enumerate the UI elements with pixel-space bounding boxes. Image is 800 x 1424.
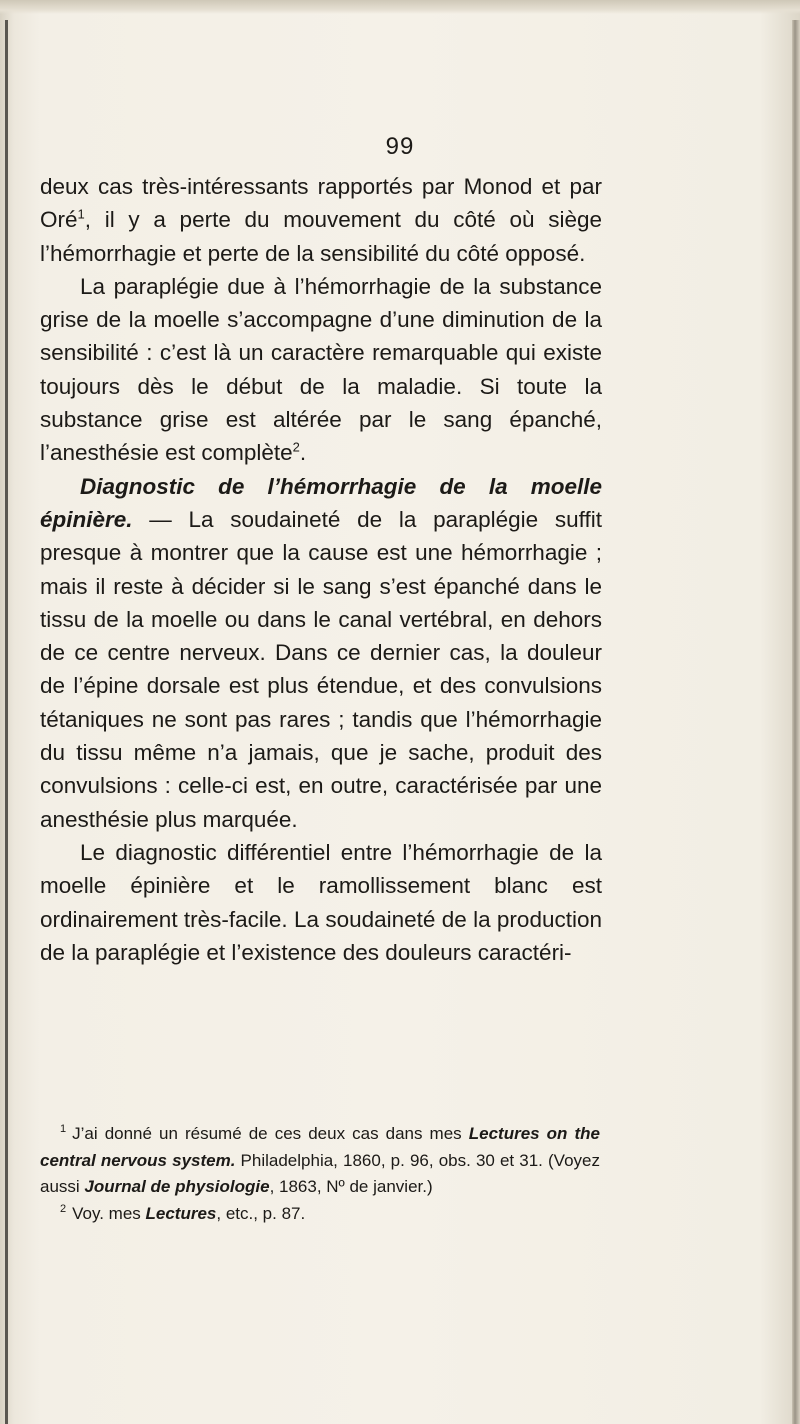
footnote-1-mark: 1	[60, 1123, 67, 1136]
page-top-edge	[0, 0, 800, 14]
footnote-1	[40, 1121, 600, 1201]
paragraph-1	[40, 170, 602, 270]
footnote-1-journal-title: Journal de physiologie	[84, 1177, 270, 1196]
footnote-2-text-b: , etc., p. 87.	[216, 1203, 306, 1223]
footnote-2-mark: 2	[60, 1202, 67, 1215]
page-number: 99	[385, 133, 415, 160]
page-edge-right	[792, 20, 800, 1424]
paragraph-2	[40, 270, 602, 470]
footnote-1-text-b: Philadelphia, 1860, p. 96, obs. 30 et 31. (Voyez aussi	[40, 1150, 600, 1196]
footnote-2-book-title: Lectures	[145, 1203, 217, 1223]
paragraph-4-text: Le diagnostic différentiel entre l’hémorrhagie de la moelle épinière et le ramollissement blanc est ordinairement très-facile. La soudaineté de la production de la paraplégie et l’existence des douleurs caractéri-	[40, 839, 602, 965]
paragraph-2-text-b: .	[299, 440, 307, 466]
paragraph-1-text-b: , il y a perte du mouvement du côté où siège l’hémorrhagie et perte de la sensibilité du côté opposé.	[40, 207, 602, 266]
paragraph-3	[40, 470, 602, 836]
section-heading: Diagnostic de l’hémorrhagie de la moelle épinière.	[40, 473, 602, 532]
footnote-2	[40, 1201, 600, 1228]
body-text	[40, 170, 602, 969]
paragraph-4	[40, 836, 602, 969]
paragraph-2-text-a: La paraplégie due à l’hémorrhagie de la substance grise de la moelle s’accompagne d’une diminution de la sensibilité : c’est là un caractère remarquable qui existe toujours dès le début de la maladie. Si toute la substance grise est altérée par le sang épanché, l’anesthésie est complète	[40, 273, 602, 466]
footnote-1-book-title: Lectures on the central nervous system.	[40, 1124, 600, 1170]
footnote-2-text-a: Voy. mes	[72, 1203, 146, 1223]
footnote-ref-2: 2	[292, 439, 300, 455]
paragraph-1-text-a: deux cas très-intéressants rapportés par Monod et par Oré	[40, 174, 602, 233]
footnote-1-text-a: J’ai donné un résumé de ces deux cas dans mes	[72, 1124, 469, 1143]
footnote-1-text-c: , 1863, Nº de janvier.)	[269, 1177, 433, 1196]
binding-edge-left	[5, 20, 8, 1424]
paragraph-3-text: — La soudaineté de la paraplégie suffit presque à montrer que la cause est une hémorrhagie ; mais il reste à décider si le sang s’est épanché dans le tissu de la moelle ou dans le canal vertébral, en dehors de ce centre nerveux. Dans ce dernier cas, la douleur de l’épine dorsale est plus étendue, et des convulsions tétaniques ne sont pas rares ; tandis que l’hémorrhagie du tissu même n’a jamais, que je sache, produit des convulsions : celle-ci est, en outre, caractérisée par une anesthésie plus marquée.	[40, 506, 602, 832]
footnote-ref-1: 1	[77, 206, 85, 222]
footnotes	[40, 1121, 600, 1227]
